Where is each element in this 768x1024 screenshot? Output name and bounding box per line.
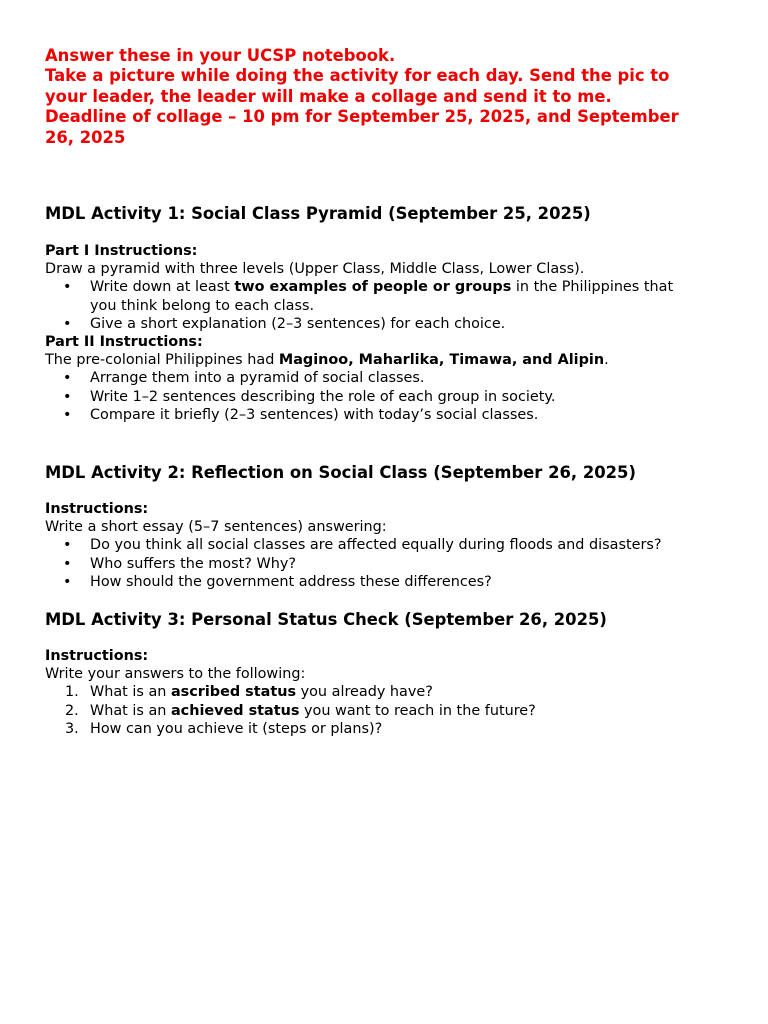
- notice-line: Take a picture while doing the activity for each day. Send the pic to: [45, 66, 670, 86]
- item-text: What is an: [90, 684, 171, 701]
- item-text: What is an: [90, 702, 171, 719]
- list-item: [45, 369, 725, 387]
- item-text-bold: two examples of people or groups: [234, 279, 512, 296]
- part-1-list: [45, 278, 725, 333]
- number-mark: 2.: [65, 702, 79, 719]
- activity-1-body: [45, 242, 725, 424]
- item-text: you want to reach in the future?: [299, 702, 536, 719]
- notice-line: Deadline of collage – 10 pm for September 25, 2025, and September: [45, 107, 679, 127]
- activity-3-body: [45, 647, 725, 738]
- item-text-bold: ascribed status: [170, 684, 297, 701]
- item-text: you already have?: [296, 684, 433, 701]
- list-item: [45, 406, 725, 424]
- list-item: [45, 555, 725, 573]
- part-1-heading: Part I Instructions:: [45, 243, 198, 259]
- bullet-mark: •: [63, 279, 72, 296]
- item-text: Do you think all social classes are affected equally during floods and disasters?: [90, 537, 662, 554]
- list-item: [45, 388, 725, 406]
- deadline-notice: [45, 46, 725, 148]
- item-text: Compare it briefly (2–3 sentences) with today’s social classes.: [90, 406, 539, 423]
- instructions-heading: Instructions:: [45, 648, 149, 664]
- notice-line: your leader, the leader will make a collage and send it to me.: [45, 86, 612, 106]
- bullet-mark: •: [63, 555, 72, 572]
- activity-2-title: MDL Activity 2: Reflection on Social Class (September 26, 2025): [45, 463, 636, 482]
- list-item: [45, 573, 725, 591]
- notice-line: 26, 2025: [45, 127, 126, 147]
- instructions-intro: Write a short essay (5–7 sentences) answering:: [45, 519, 387, 536]
- item-text: Write down at least: [90, 279, 235, 296]
- item-text: How can you achieve it (steps or plans)?: [90, 720, 383, 737]
- activity-3-list: [45, 683, 725, 738]
- intro-text: .: [604, 352, 609, 369]
- item-text: Arrange them into a pyramid of social classes.: [90, 370, 425, 387]
- part-2-heading: Part II Instructions:: [45, 334, 203, 351]
- list-item: [45, 536, 725, 554]
- number-mark: 3.: [65, 720, 79, 737]
- activity-3-title: MDL Activity 3: Personal Status Check (September 26, 2025): [45, 610, 607, 629]
- notice-line: Answer these in your UCSP notebook.: [45, 46, 396, 65]
- item-text: How should the government address these differences?: [90, 573, 492, 590]
- item-text: in the Philippines that: [511, 279, 674, 296]
- activity-1-title: MDL Activity 1: Social Class Pyramid (September 25, 2025): [45, 204, 591, 223]
- bullet-mark: •: [63, 537, 72, 554]
- intro-text: The pre-colonial Philippines had: [45, 352, 279, 369]
- bullet-mark: •: [63, 573, 72, 590]
- number-mark: 1.: [65, 684, 79, 701]
- bullet-mark: •: [63, 370, 72, 387]
- item-text-bold: achieved status: [170, 702, 300, 719]
- list-item: [45, 315, 725, 333]
- item-text: Give a short explanation (2–3 sentences) for each choice.: [90, 315, 506, 332]
- bullet-mark: •: [63, 315, 72, 332]
- list-item: [45, 702, 725, 720]
- item-text: Who suffers the most? Why?: [90, 555, 296, 572]
- item-text: Write 1–2 sentences describing the role of each group in society.: [90, 388, 556, 405]
- instructions-intro: Write your answers to the following:: [45, 666, 306, 683]
- instructions-heading: Instructions:: [45, 501, 149, 517]
- list-item: [45, 720, 725, 738]
- activity-2-body: [45, 500, 725, 591]
- list-item: [45, 683, 725, 701]
- part-2-intro: [45, 351, 725, 369]
- part-1-intro: Draw a pyramid with three levels (Upper Class, Middle Class, Lower Class).: [45, 261, 585, 278]
- part-2-list: [45, 369, 725, 424]
- item-text: you think belong to each class.: [90, 297, 315, 314]
- intro-text-bold: Maginoo, Maharlika, Timawa, and Alipin: [278, 352, 605, 369]
- bullet-mark: •: [63, 388, 72, 405]
- list-item: [45, 278, 725, 314]
- bullet-mark: •: [63, 406, 72, 423]
- activity-2-list: [45, 536, 725, 591]
